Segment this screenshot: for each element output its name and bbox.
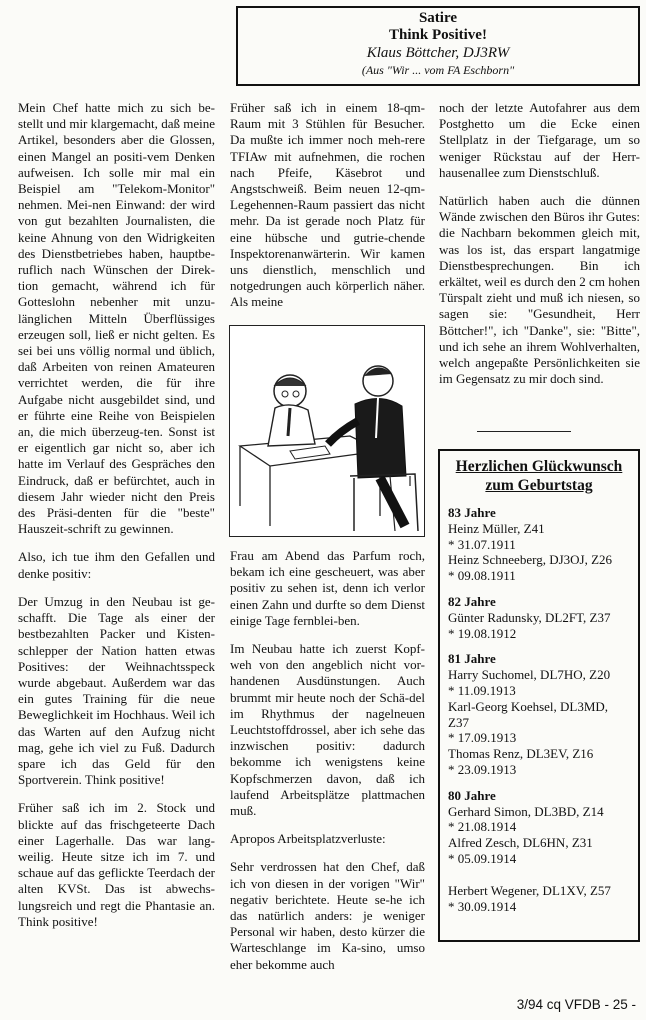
birthday-group — [448, 651, 630, 777]
paragraph: Mein Chef hatte mich zu sich be-stellt und mir klargemacht, daß meine Artikel, besonders aber die Glossen, einen Mangel an positi-vem Denken aufweisen. Ich solle mir mal ein Beispiel am "Telekom-Monitor" nehmen. Mei-nen Einwand: der wird von gut bezahlten Journalisten, die keine Ahnung von den Widrigkeiten des Dienstbetriebes haben, hauptbe-ruflich nach Wünschen der Direk-tion gemacht, während ich für Gotteslohn nebenher mit unzu-länglichen Mitteln Überflüssiges erzeugen soll, ließ er nicht gelten. Es sei bei uns völlig normal und üblich, daß Arbeiten von reinen Amateuren verrichtet werden, die für ihre Aufgabe nicht ausgebildet sind, und er führte eine Reihe von Beispielen an, die mich überzeug-ten. Sonst ist er eigentlich gar nicht so, aber ich hatte im Verlauf des Gespräches den Eindruck, daß er befürchtet, auch in diesem Jahr wieder nicht den Preis des Präsi-denten für die "beste" Hauszeit-schrift zu gewinnen. — [18, 100, 215, 537]
divider — [477, 431, 571, 432]
person-name: Günter Radunsky, DL2FT, Z37 — [448, 609, 611, 625]
birthday-box — [438, 449, 640, 942]
paragraph: Apropos Arbeitsplatzverluste: — [230, 831, 386, 847]
person-date: * 05.09.1914 — [448, 850, 517, 866]
person-date: * 30.09.1914 — [448, 898, 517, 914]
birthday-group — [448, 505, 630, 584]
birthday-group — [448, 594, 630, 641]
birthday-title-line1: Herzlichen Glückwunsch — [455, 458, 623, 475]
person-name: Harry Suchomel, DL7HO, Z20 — [448, 667, 611, 683]
person-name: Herbert Wegener, DL1XV, Z57 — [448, 882, 611, 898]
paragraph: Früher saß ich in einem 18-qm-Raum mit 3 Stühlen für Besucher. Da mußte ich immer noch meh-rere TFIAw mit aufnehmen, die rochen nach Pfeife, Käsebrot und Angstschweiß. Beim neuen 12-qm-Legehennen-Raum passiert das nicht mehr. Da ist gerade noch Platz für eine hübsche und gutrie-chende Inspektorenanwärterin. Wir kamen uns dienstlich, menschlich und notgedrungen auch körperlich näher. Als meine — [230, 100, 425, 310]
person-name: Heinz Schneeberg, DJ3OJ, Z26 — [448, 552, 613, 568]
paragraph: Frau am Abend das Parfum roch, bekam ich eine gescheuert, was aber positiv zu sehen ist, denn ich verlor einen Zahn und durfte so dem Dienst einige Tage fernblei-ben. — [230, 548, 425, 628]
article-source: (Aus "Wir ... vom FA Eschborn" — [361, 63, 515, 77]
person-date: * 11.09.1913 — [448, 682, 516, 698]
person-name: Heinz Müller, Z41 — [448, 520, 545, 536]
page-footer: 3/94 cq VFDB - 25 - — [516, 997, 636, 1012]
person-date: * 17.09.1913 — [448, 730, 517, 746]
article-title: Think Positive! — [389, 27, 487, 43]
person-name: Alfred Zesch, DL6HN, Z31 — [448, 835, 593, 851]
person-name: Karl-Georg Koehsel, DL3MD, Z37 — [448, 698, 609, 730]
birthday-title-line2: zum Geburtstag — [485, 477, 593, 494]
paragraph: Früher saß ich im 2. Stock und blickte auf das frischgeteerte Dach einer Lagerhalle. Das war lang-weilig. Heute sitze ich im 7. und schaue auf das geflickte Teerdach der alten KVSt. Das ist abwechs-lungsreich und regt die Phantasie an. Think positive! — [18, 800, 215, 929]
text-column-2-top — [230, 100, 425, 323]
birthday-group — [448, 788, 630, 867]
text-column-2-bottom — [230, 548, 425, 985]
paragraph: Natürlich haben auch die dünnen Wände zwischen den Büros ihr Gutes: die Nachbarn bekommen gleich mit, was los ist, das erspart langatmige Dienstbesprechungen. Bin ich erkältet, weil es durch den 2 cm hohen Türspalt zieht und muß ich niesen, so sagen sie: "Gesundheit, Herr Böttcher!", ich "Danke", sie: "Bitte", und ich sehe an ihrem Wohlverhalten, welch angepaßte Persönlichkeiten sie im Gegensatz zu mir doch sind. — [439, 193, 640, 387]
article-header — [236, 6, 640, 86]
paragraph: Im Neubau hatte ich zuerst Kopf-weh von den angeblich nicht vor-handenen Ausdünstungen. Auch brummt mir heute noch der Schä-del im Rhythmus der nagelneuen Leuchtstoffdrossel, aber ich sehe das inzwischen positiv: dadurch bekomme ich wenigstens keine Kopfschmerzen davon, daß ich laufend Arbeitsplätze plattmachen muß. — [230, 641, 425, 819]
age-heading: 81 Jahre — [448, 651, 496, 667]
article-kicker: Satire — [418, 10, 458, 26]
text-column-1 — [18, 100, 215, 942]
person-date: * 19.08.1912 — [448, 625, 517, 641]
text-column-3 — [439, 100, 640, 399]
person-date: * 31.07.1911 — [448, 536, 516, 552]
person-name: Thomas Renz, DL3EV, Z16 — [448, 746, 594, 762]
birthday-group — [448, 883, 630, 915]
age-heading: 83 Jahre — [448, 505, 496, 520]
paragraph: Also, ich tue ihm den Gefallen und denke positiv: — [18, 549, 215, 581]
age-heading: 82 Jahre — [448, 593, 496, 609]
person-date: * 21.08.1914 — [448, 819, 517, 835]
article-author: Klaus Böttcher, DJ3RW — [366, 45, 510, 61]
paragraph: Sehr verdrossen hat den Chef, daß ich von diesen in der vorigen "Wir" negativ berichtete. Heute se-he ich das natürlich anders: je weniger Personal wir haben, desto kürzer die Warteschlange im Ka-sino, umso eher bekomme auch — [230, 859, 425, 972]
paragraph: Der Umzug in den Neubau ist ge-schafft. Die Tage als einer der bestbezahlten Packer und Kisten-schlepper der Nation hatten etwas Positives: der Weihnachtsspeck wurde abgebaut. Außerdem war das ein gutes Training für die neue Beweglichkeit im Hochhaus. Weil ich das Warten auf den Aufzug nicht mag, gehe ich viel zu Fuß. Dadurch spare ich das Geld für den Sportverein. Think positive! — [18, 593, 215, 788]
person-date: * 23.09.1913 — [448, 761, 517, 777]
birthday-title — [448, 457, 630, 495]
age-heading: 80 Jahre — [448, 787, 496, 803]
office-cartoon-icon — [230, 326, 423, 535]
person-name: Gerhard Simon, DL3BD, Z14 — [448, 803, 604, 819]
person-date: * 09.08.1911 — [448, 568, 516, 584]
cartoon-illustration — [229, 325, 425, 537]
paragraph: noch der letzte Autofahrer aus dem Postghetto um die Ecke einen Stellplatz in der Tiefgarage, um so weniger Rückstau auf der Herr-hausenallee zum Dienstschluß. — [439, 100, 640, 180]
